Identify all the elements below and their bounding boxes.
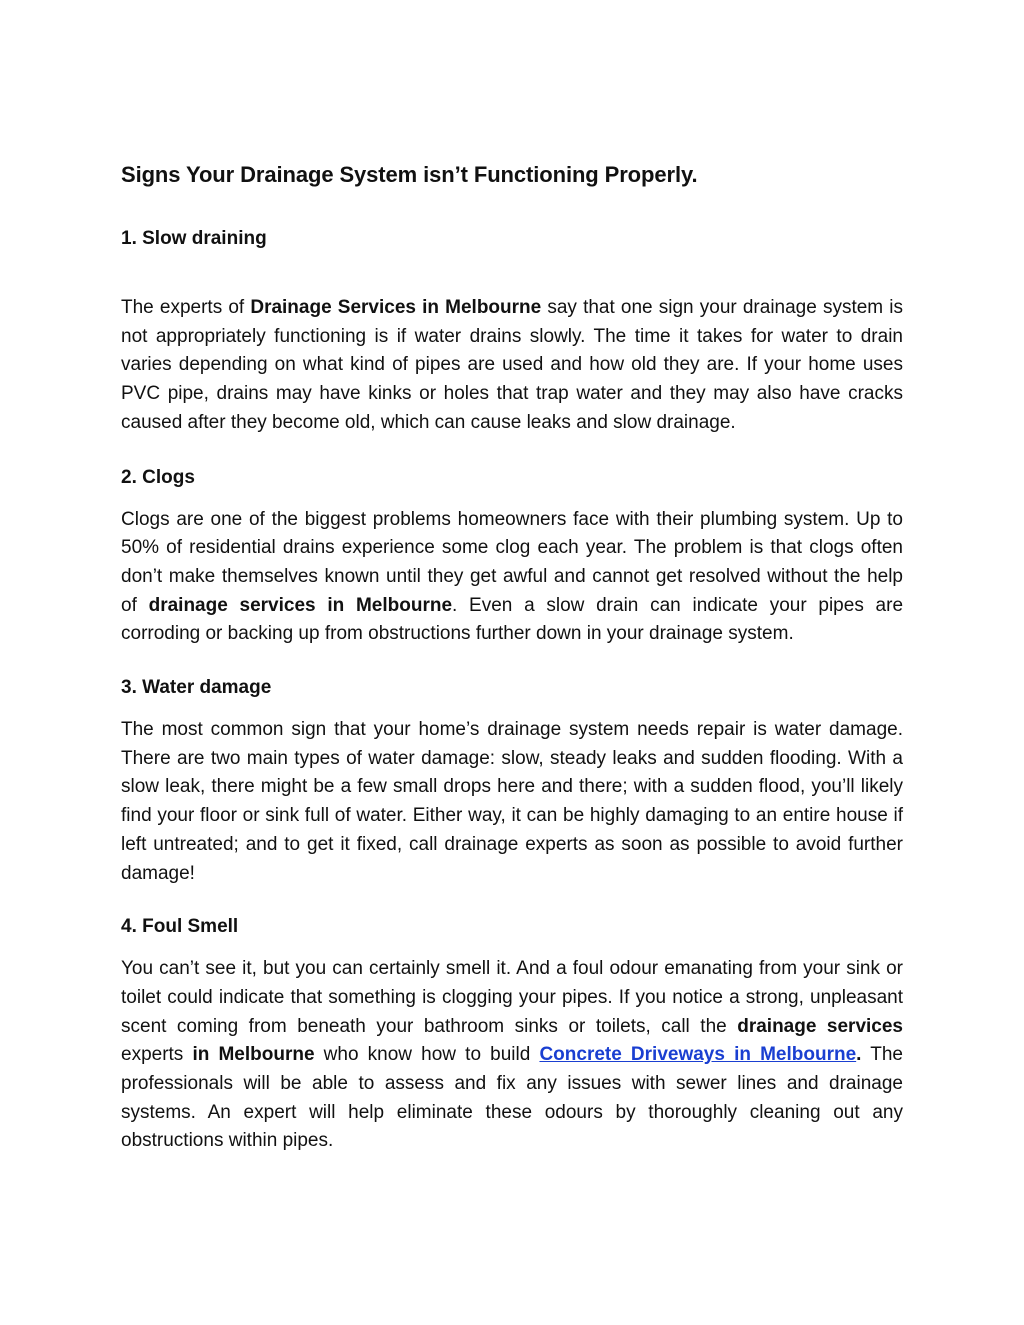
bold-phrase: drainage services in Melbourne: [148, 594, 453, 616]
paragraph-text: who know how to build: [314, 1044, 540, 1066]
paragraph-text: . Even a slow drain can indicate your pipes are corroding or backing up from obstructions further down in your drainage system.: [121, 594, 904, 645]
page-title: Signs Your Drainage System isn’t Functioning Properly.: [121, 162, 698, 187]
paragraph-text: Clogs are one of the biggest problems homeowners face with their plumbing system. Up to 50% of residential drains experience some clog each year. The problem is that clogs often don’t make themselves known until they get awful and cannot get resolved without the help of: [121, 508, 903, 616]
bold-phrase: drainage services: [737, 1015, 903, 1037]
paragraph-clogs: [121, 506, 903, 650]
document-page: [121, 160, 903, 1156]
concrete-driveways-link[interactable]: Concrete Driveways in Melbourne: [539, 1044, 857, 1066]
section-heading-slow-draining: 1. Slow draining: [121, 228, 267, 249]
section-heading-foul-smell: 4. Foul Smell: [121, 916, 239, 938]
paragraph-foul-smell: [121, 955, 903, 1156]
paragraph-text: say that one sign your drainage system is not appropriately functioning is if water drains slowly. The time it takes for water to drain varies depending on what kind of pipes are used and how old they are. If your home uses PVC pipe, drains may have kinks or holes that trap water and they may also have cracks caused after they become old, which can cause leaks and slow drainage.: [121, 297, 904, 433]
bold-phrase: Drainage Services in Melbourne: [250, 297, 542, 318]
section-heading-clogs: 2. Clogs: [121, 466, 195, 488]
paragraph-water-damage: The most common sign that your home’s drainage system needs repair is water damage. There are two main types of water damage: slow, steady leaks and sudden flooding. With a slow leak, there might be a few small drops here and there; with a sudden flood, you’ll likely find your floor or sink full of water. Either way, it can be highly damaging to an entire house if left untreated; and to get it fixed, call drainage experts as soon as possible to avoid further damage!: [121, 719, 903, 884]
bold-phrase: in Melbourne: [192, 1044, 315, 1066]
paragraph-text: You can’t see it, but you can certainly smell it. And a foul odour emanating from your sink or toilet could indicate that something is clogging your pipes. If you notice a strong, unpleasant scent coming from beneath your bathroom sinks or toilets, call the: [121, 958, 903, 1037]
paragraph-text: The professionals will be able to assess and fix any issues with sewer lines and drainage systems. An expert will help eliminate these odours by thoroughly cleaning out any obstructions within pipes.: [121, 1044, 903, 1152]
paragraph-text: The experts of: [121, 297, 251, 318]
bold-phrase: .: [856, 1044, 862, 1066]
paragraph-text: experts: [121, 1044, 193, 1066]
section-heading-water-damage: 3. Water damage: [121, 677, 272, 699]
paragraph-slow-draining: [121, 294, 903, 438]
